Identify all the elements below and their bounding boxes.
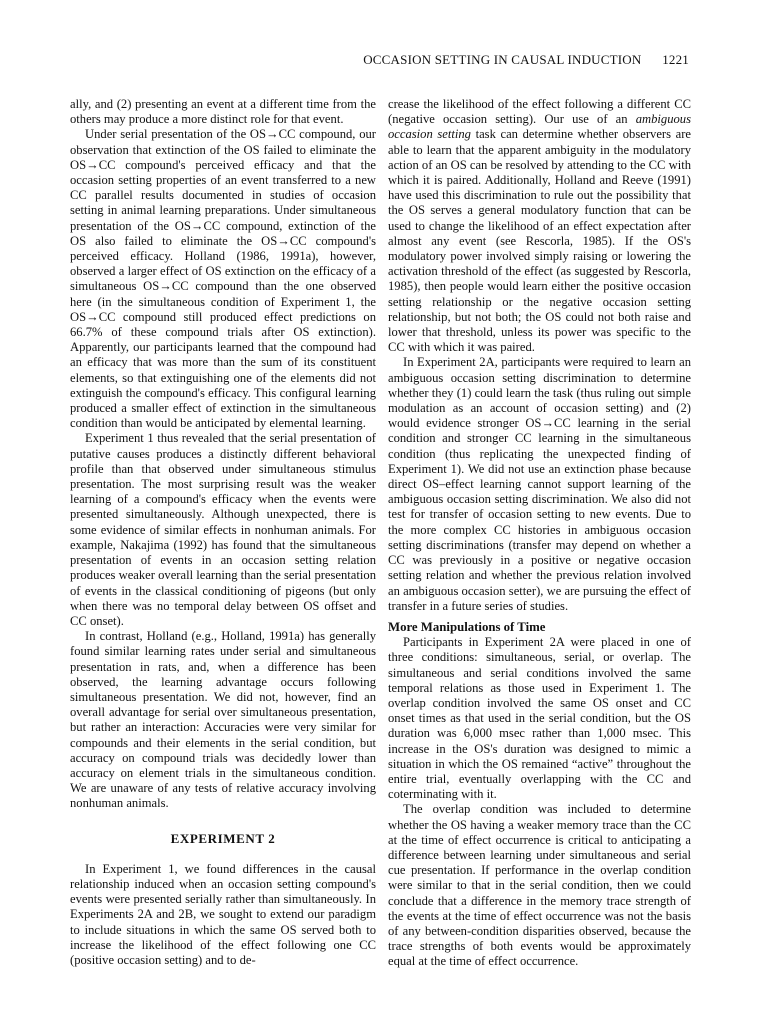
paragraph: In Experiment 1, we found differences in the causal relationship induced when an occasion setting compound's events were presented serially rather than simultaneously. In Experiments 2A and 2B, we sought to extend our paradigm to include situations in which the same OS served both to increase the likelihood of the effect following one CC (positive occasion setting) and to de-	[70, 861, 376, 967]
paragraph: In Experiment 2A, participants were required to learn an ambiguous occasion setting discrimination to determine whether they (1) could learn the task (thus ruling out simple modulation as an account of occasion setting) and (2) would evidence stronger OS→CC learning in the serial condition and stronger CC learning in the simultaneous condition (thus replicating the unexpected finding of Experiment 1). We did not use an extinction phase because direct OS–effect learning cannot support learning of the ambiguous occasion setting discrimination. We also did not test for transfer of occasion setting to new events. Due to the more complex CC histories in ambiguous occasion setting discriminations (transfer may depend on whether a CC was previously in a positive or negative occasion setting relation and whether the previous relation involved an ambiguous occasion setter), we are pursuing the effect of transfer in a future series of studies.	[388, 355, 691, 613]
subsection-heading: More Manipulations of Time	[388, 619, 546, 634]
right-column	[388, 97, 691, 970]
left-column	[70, 97, 376, 968]
section-heading: EXPERIMENT 2	[170, 830, 276, 846]
running-head	[70, 52, 689, 68]
paragraph	[388, 97, 691, 355]
emphasized-term: ambiguous occasion setting	[388, 112, 691, 142]
running-head-title: OCCASION SETTING IN CAUSAL INDUCTION	[363, 52, 642, 67]
page-number: 1221	[662, 52, 689, 67]
paragraph: ally, and (2) presenting an event at a different time from the others may produce a more distinct role for that event.	[70, 97, 376, 127]
paragraph: The overlap condition was included to determine whether the OS having a weaker memory trace than the CC at the time of effect occurrence is critical to anticipating a difference between learning under simultaneous and serial cue presentation. If performance in the overlap condition were similar to that in the serial condition, then we could conclude that a difference in the memory trace strength of the events at the time of effect occurrence was not the basis of any between-condition disparities observed, because the trace strengths of both events would be approximately equal at the time of effect occurrence.	[388, 802, 691, 969]
paragraph: Experiment 1 thus revealed that the serial presentation of putative causes produces a distinctly different behavioral profile than that observed under simultaneous stimulus presentation. The most surprising result was the weaker learning of a compound's efficacy when the events were presented simultaneously. Although unexpected, there is some evidence of similar effects in nonhuman animals. For example, Nakajima (1992) has found that the simultaneous presentation of events in an occasion setting relation produces weaker overall learning than the serial presentation of events in the classical conditioning of pigeons (but only when there was no temporal delay between OS offset and CC onset).	[70, 431, 376, 628]
paragraph-text: crease the likelihood of the effect following a different CC (negative occasion setting). Our use of an	[388, 97, 691, 127]
paragraph: In contrast, Holland (e.g., Holland, 1991a) has generally found similar learning rates under serial and simultaneous presentation in rats, and, when a difference has been observed, the learning advantage occurs following simultaneous presentation. We did not, however, find an overall advantage for serial over simultaneous presentation, but rather an interaction: Accuracies were very similar for compounds and their elements in the serial condition, but accuracy on compound trials was decidedly lower than accuracy on element trials in the simultaneous condition. We are unaware of any tests of relative accuracy involving nonhuman animals.	[70, 629, 376, 811]
paragraph-text: task can determine whether observers are able to learn that the apparent ambiguity in the modulatory action of an OS can be resolved by attending to the CC with which it is paired. Additionally, Holland and Reeve (1991) have used this discrimination to rule out the possibility that the OS serves a general modulatory function that can be used to change the likelihood of an effect expectation after almost any event (see Rescorla, 1985). If the OS's modulatory power involved simply raising or lowering the activation threshold of the effect (as suggested by Rescorla, 1985), then people would learn either the positive occasion setting relationship or the negative occasion setting relationship, but not both; the OS could not both raise and lower that threshold, unless its power was specific to the CC with which it was paired.	[388, 127, 691, 355]
paragraph: Participants in Experiment 2A were placed in one of three conditions: simultaneous, serial, or overlap. The simultaneous and serial conditions involved the same temporal relations as those used in Experiment 1. The overlap condition involved the same OS onset and CC onset times as that used in the serial condition, but the OS duration was 6,000 msec rather than 1,000 msec. This increase in the OS's duration was designed to mimic a situation in which the OS remained “active” throughout the entire trial, eventually overlapping with the CC and coterminating with it.	[388, 635, 691, 802]
paragraph: Under serial presentation of the OS→CC compound, our observation that extinction of the OS failed to eliminate the OS→CC compound's perceived efficacy and that the occasion setting properties of an event transferred to a new CC parallel results documented in studies of occasion setting in animal learning preparations. Under simultaneous presentation of the OS→CC compound, extinction of the OS also failed to eliminate the OS→CC compound's perceived efficacy. Holland (1986, 1991a), however, observed a larger effect of OS extinction on the efficacy of a simultaneous OS→CC compound than the one observed here (in the simultaneous condition of Experiment 1, the OS→CC compound still produced effect predictions on 66.7% of these compound trials after OS extinction). Apparently, our participants learned that the compound had an efficacy that was more than the sum of its constituent elements, so that extinguishing one of the elements did not extinguish the compound's efficacy. This configural learning produced a smaller effect of extinction in the simultaneous condition than would be anticipated by elemental learning.	[70, 127, 376, 431]
